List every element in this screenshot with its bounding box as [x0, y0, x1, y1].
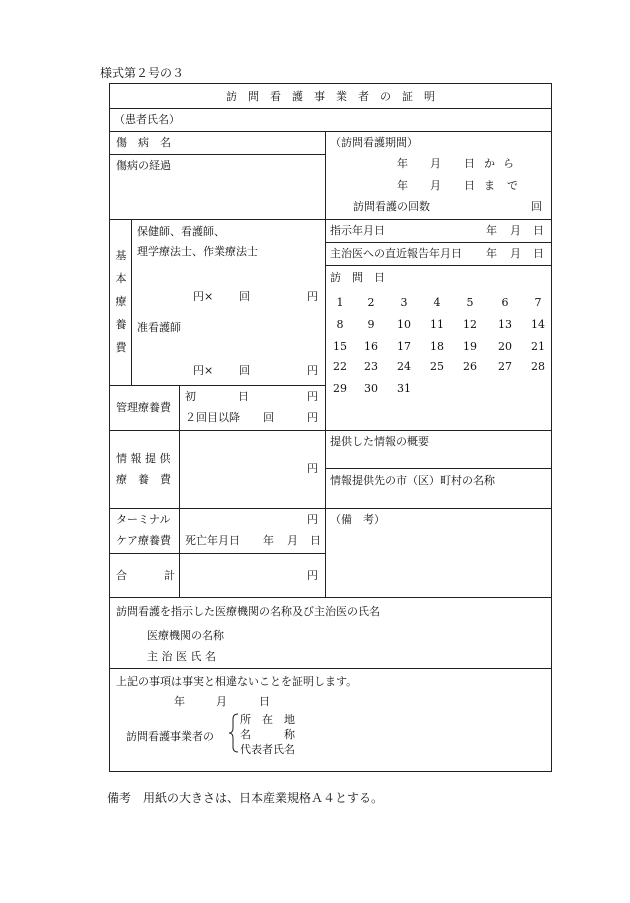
- period-from-day: 日: [464, 157, 475, 170]
- rule-basic-label-column: [131, 219, 132, 385]
- nurse-calc-times: 回: [239, 290, 250, 303]
- visit-day-cell: 3: [400, 296, 408, 309]
- last-report-month: 月: [510, 247, 521, 260]
- terminal-fee-label-line2: ケア療養費: [116, 534, 171, 547]
- period-to-day: 日: [464, 179, 475, 192]
- period-to-de: で: [507, 179, 518, 192]
- visit-day-cell: 26: [463, 360, 477, 373]
- first-day-yen: 円: [307, 390, 318, 403]
- visit-day-cell: 6: [501, 296, 509, 309]
- nurse-label-line2: 理学療法士、作業療法士: [137, 245, 258, 258]
- visit-day-cell: 24: [397, 360, 411, 373]
- visit-day-cell: 14: [531, 318, 545, 331]
- rule-injury-name: [109, 154, 325, 155]
- doctor-name-label: 主 治 医 氏 名: [147, 650, 216, 663]
- rule-info-summary: [325, 468, 552, 469]
- visit-days-label: 訪 問 日: [330, 271, 385, 284]
- rule-terminal-bottom: [109, 553, 325, 554]
- visit-day-cell: 11: [430, 318, 444, 331]
- subsequent-label: ２回目以降: [185, 411, 240, 424]
- total-yen: 円: [307, 569, 318, 582]
- instruction-date-month: 月: [510, 224, 521, 237]
- visit-period-label: （訪問看護期間）: [330, 136, 418, 149]
- visit-day-cell: 25: [430, 360, 444, 373]
- visit-day-cell: 15: [333, 340, 347, 353]
- assistant-nurse-label: 准看護師: [137, 321, 181, 334]
- basic-fee-label-char: 療: [115, 295, 127, 308]
- assistant-calc-yen: 円: [307, 364, 318, 377]
- last-report-year: 年: [486, 247, 497, 260]
- basic-fee-label-char: 費: [115, 341, 127, 354]
- form-number: 様式第２号の３: [100, 66, 185, 80]
- instruction-date-year: 年: [486, 224, 497, 237]
- visit-day-cell: 7: [534, 296, 542, 309]
- basic-fee-label-char: 養: [115, 318, 127, 331]
- nurse-label-line1: 保健師、看護師、: [137, 225, 225, 238]
- visit-day-cell: 4: [433, 296, 441, 309]
- basic-fee-label-char: 基: [115, 249, 127, 262]
- institution-name-label: 医療機関の名称: [147, 629, 224, 642]
- period-from-ka: か: [484, 157, 495, 170]
- visit-day-cell: 22: [333, 360, 347, 373]
- info-fee-yen: 円: [307, 462, 318, 475]
- first-day-label: 初: [185, 390, 196, 403]
- rule-center-column: [325, 131, 326, 597]
- management-fee-label: 管理療養費: [116, 401, 171, 414]
- provider-representative-label: 代表者氏名: [240, 743, 295, 756]
- basic-fee-label-char: 本: [115, 272, 127, 285]
- rule-title: [109, 108, 552, 109]
- period-to-ma: ま: [484, 179, 495, 192]
- instructing-institution-label: 訪問看護を指示した医療機関の名称及び主治医の氏名: [116, 605, 380, 618]
- certification-statement: 上記の事項は事実と相違ないことを証明します。: [116, 675, 358, 688]
- period-from-month: 月: [430, 157, 441, 170]
- visit-day-cell: 27: [498, 360, 512, 373]
- rule-instruction-date: [325, 242, 552, 243]
- nurse-calc-yen: 円: [307, 290, 318, 303]
- period-from-ra: ら: [503, 157, 514, 170]
- period-to-month: 月: [430, 179, 441, 192]
- rule-institution-bottom: [109, 668, 552, 669]
- visit-day-cell: 5: [466, 296, 474, 309]
- visit-day-cell: 23: [364, 360, 378, 373]
- subsequent-times: 回: [263, 411, 274, 424]
- visit-day-cell: 9: [367, 318, 375, 331]
- first-day-unit: 日: [238, 390, 249, 403]
- rule-fee-label-column: [179, 385, 180, 597]
- visit-day-cell: 8: [336, 318, 344, 331]
- visit-day-cell: 13: [498, 318, 512, 331]
- terminal-fee-yen: 円: [307, 513, 318, 526]
- rule-basic-fee-bottom: [109, 385, 325, 386]
- rule-patient: [109, 131, 552, 132]
- last-report-label: 主治医への直近報告年月日: [330, 247, 462, 260]
- injury-progress-label: 傷病の経過: [116, 159, 171, 172]
- visit-day-cell: 17: [397, 340, 411, 353]
- patient-name-label: （患者氏名）: [114, 113, 180, 126]
- death-date-day: 日: [310, 534, 321, 547]
- period-to-year: 年: [397, 179, 408, 192]
- rule-total-bottom: [109, 597, 552, 598]
- info-summary-label: 提供した情報の概要: [330, 435, 429, 448]
- visit-day-cell: 31: [397, 382, 411, 395]
- last-report-day: 日: [533, 247, 544, 260]
- death-date-month: 月: [287, 534, 298, 547]
- info-municipality-label: 情報提供先の市（区）町村の名称: [330, 474, 495, 487]
- visit-day-cell: 30: [364, 382, 378, 395]
- info-fee-label-line1: 情 報 提 供: [116, 452, 171, 465]
- visit-day-cell: 20: [498, 340, 512, 353]
- cert-date-year: 年: [174, 695, 185, 708]
- rule-last-report: [325, 265, 552, 266]
- visit-day-cell: 29: [333, 382, 347, 395]
- rule-info-bottom: [109, 508, 552, 509]
- visit-count-label: 訪問看護の回数: [353, 200, 430, 213]
- visit-day-cell: 28: [531, 360, 545, 373]
- remarks-label: （備 考）: [330, 513, 385, 526]
- visit-day-cell: 19: [463, 340, 477, 353]
- assistant-calc-yen-x: 円×: [193, 364, 214, 377]
- terminal-fee-label-line1: ターミナル: [116, 513, 171, 526]
- period-from-year: 年: [397, 157, 408, 170]
- curly-brace-icon: [228, 713, 240, 753]
- visit-day-cell: 2: [367, 296, 375, 309]
- document-title: 訪 問 看 護 事 業 者 の 証 明: [226, 90, 435, 103]
- visit-day-cell: 16: [364, 340, 378, 353]
- cert-date-day: 日: [259, 695, 270, 708]
- provider-address-label: 所 在 地: [240, 713, 295, 726]
- total-label-left: 合: [116, 569, 127, 582]
- rule-period-bottom: [109, 219, 552, 220]
- visit-day-cell: 10: [397, 318, 411, 331]
- footer-note: 備考 用紙の大きさは、日本産業規格Ａ４とする。: [107, 791, 384, 805]
- visit-day-cell: 18: [430, 340, 444, 353]
- rule-management-bottom: [109, 430, 552, 431]
- provider-name-label: 名 称: [240, 728, 295, 741]
- info-fee-label-line2: 療 養 費: [116, 473, 171, 486]
- visit-day-cell: 21: [531, 340, 545, 353]
- cert-date-month: 月: [216, 695, 227, 708]
- instruction-date-day: 日: [533, 224, 544, 237]
- total-label-right: 計: [164, 569, 175, 582]
- injury-name-label: 傷 病 名: [116, 136, 171, 149]
- nurse-calc-yen-x: 円×: [193, 290, 214, 303]
- visit-day-cell: 12: [463, 318, 477, 331]
- instruction-date-label: 指示年月日: [330, 224, 385, 237]
- death-date-label: 死亡年月日: [185, 534, 240, 547]
- visit-count-unit: 回: [531, 200, 542, 213]
- provider-label: 訪問看護事業者の: [126, 730, 214, 743]
- assistant-calc-times: 回: [239, 364, 250, 377]
- death-date-year: 年: [263, 534, 274, 547]
- visit-day-cell: 1: [336, 296, 344, 309]
- subsequent-yen: 円: [307, 411, 318, 424]
